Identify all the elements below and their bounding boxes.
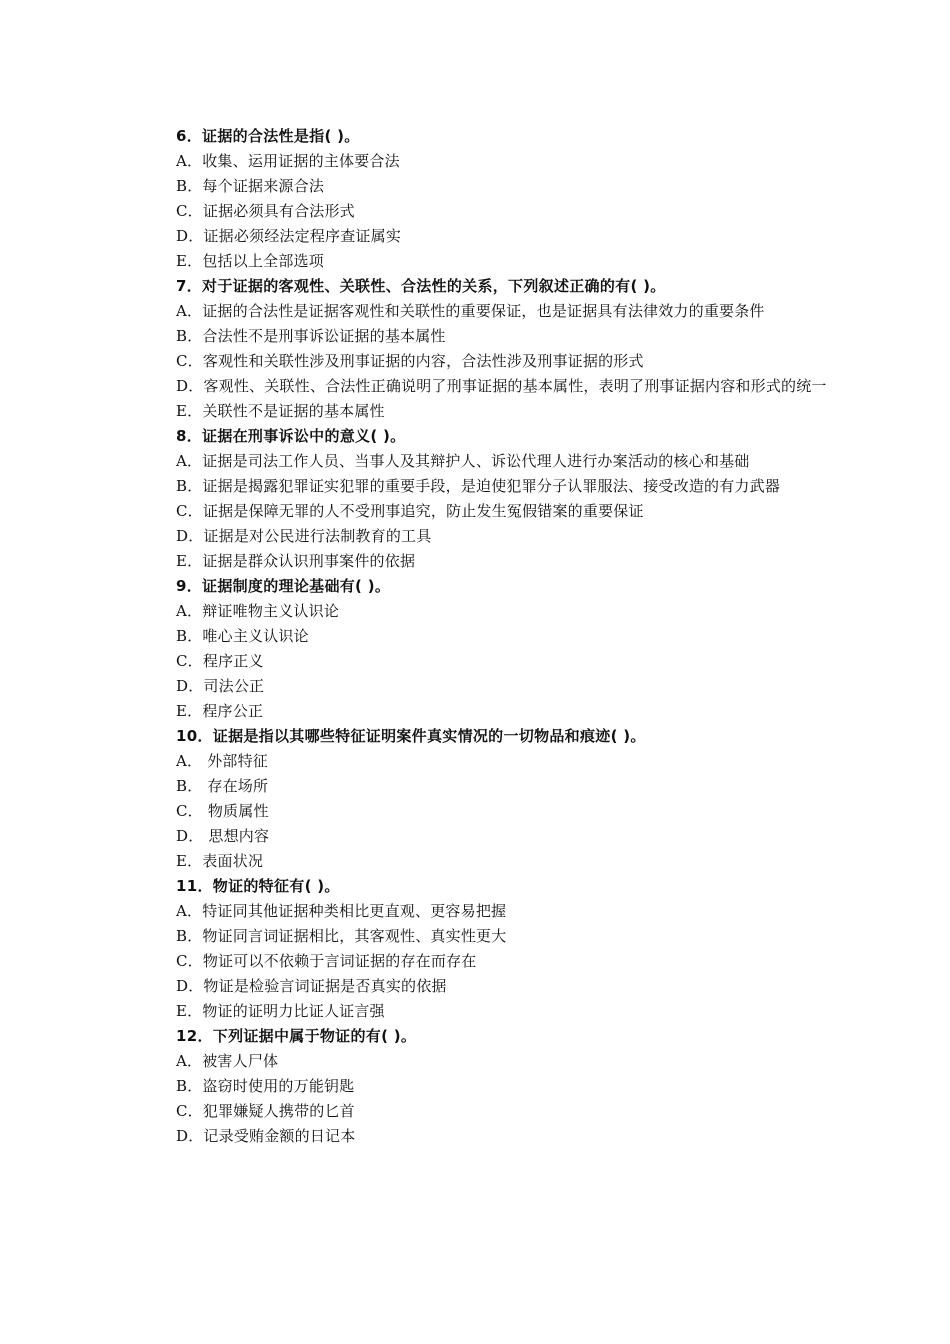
question-stem: 8．证据在刑事诉讼中的意义( )。	[176, 427, 406, 445]
answer-option: A．证据的合法性是证据客观性和关联性的重要保证，也是证据具有法律效力的重要条件	[176, 302, 765, 320]
answer-option: D．证据必须经法定程序查证属实	[176, 227, 402, 245]
answer-option: A．被害人尸体	[176, 1052, 279, 1070]
answer-option: C．证据是保障无罪的人不受刑事追究，防止发生冤假错案的重要保证	[176, 502, 644, 520]
question-list	[176, 124, 827, 1149]
answer-option: D．物证是检验言词证据是否真实的依据	[176, 977, 447, 995]
answer-option: A． 外部特征	[176, 752, 269, 770]
question-stem: 10．证据是指以其哪些特征证明案件真实情况的一切物品和痕迹( )。	[176, 727, 646, 745]
answer-option: D．记录受贿金额的日记本	[176, 1127, 356, 1145]
question-stem: 9．证据制度的理论基础有( )。	[176, 577, 391, 595]
answer-option: C．物证可以不依赖于言词证据的存在而存在	[176, 952, 477, 970]
answer-option: B．盗窃时使用的万能钥匙	[176, 1077, 355, 1095]
question-stem: 7．对于证据的客观性、关联性、合法性的关系，下列叙述正确的有( )。	[176, 277, 666, 295]
answer-option: E．关联性不是证据的基本属性	[176, 402, 385, 420]
answer-option: E．物证的证明力比证人证言强	[176, 1002, 385, 1020]
answer-option: E．表面状况	[176, 852, 264, 870]
answer-option: B．物证同言词证据相比，其客观性、真实性更大	[176, 927, 507, 945]
answer-option: A．收集、运用证据的主体要合法	[176, 152, 400, 170]
answer-option: D．司法公正	[176, 677, 265, 695]
question-stem: 12．下列证据中属于物证的有( )。	[176, 1027, 417, 1045]
answer-option: C．犯罪嫌疑人携带的匕首	[176, 1102, 355, 1120]
question-stem: 11．物证的特征有( )。	[176, 877, 340, 895]
answer-option: B． 存在场所	[176, 777, 269, 795]
answer-option: C．证据必须具有合法形式	[176, 202, 355, 220]
answer-option: A．辩证唯物主义认识论	[176, 602, 340, 620]
answer-option: B．合法性不是刑事诉讼证据的基本属性	[176, 327, 446, 345]
answer-option: E．包括以上全部选项	[176, 252, 324, 270]
answer-option: E．程序公正	[176, 702, 264, 720]
answer-option: C．程序正义	[176, 652, 264, 670]
answer-option: D． 思想内容	[176, 827, 270, 845]
question-stem: 6．证据的合法性是指( )。	[176, 127, 360, 145]
answer-option: C． 物质属性	[176, 802, 269, 820]
answer-option: E．证据是群众认识刑事案件的依据	[176, 552, 416, 570]
answer-option: A．证据是司法工作人员、当事人及其辩护人、诉讼代理人进行办案活动的核心和基础	[176, 452, 750, 470]
answer-option: B．证据是揭露犯罪证实犯罪的重要手段，是迫使犯罪分子认罪服法、接受改造的有力武器	[176, 477, 781, 495]
answer-option: C．客观性和关联性涉及刑事证据的内容，合法性涉及刑事证据的形式	[176, 352, 644, 370]
answer-option: B．唯心主义认识论	[176, 627, 309, 645]
answer-option: D．客观性、关联性、合法性正确说明了刑事证据的基本属性，表明了刑事证据内容和形式的统一	[176, 377, 827, 395]
answer-option: B．每个证据来源合法	[176, 177, 325, 195]
answer-option: D．证据是对公民进行法制教育的工具	[176, 527, 432, 545]
answer-option: A．特证同其他证据种类相比更直观、更容易把握	[176, 902, 507, 920]
